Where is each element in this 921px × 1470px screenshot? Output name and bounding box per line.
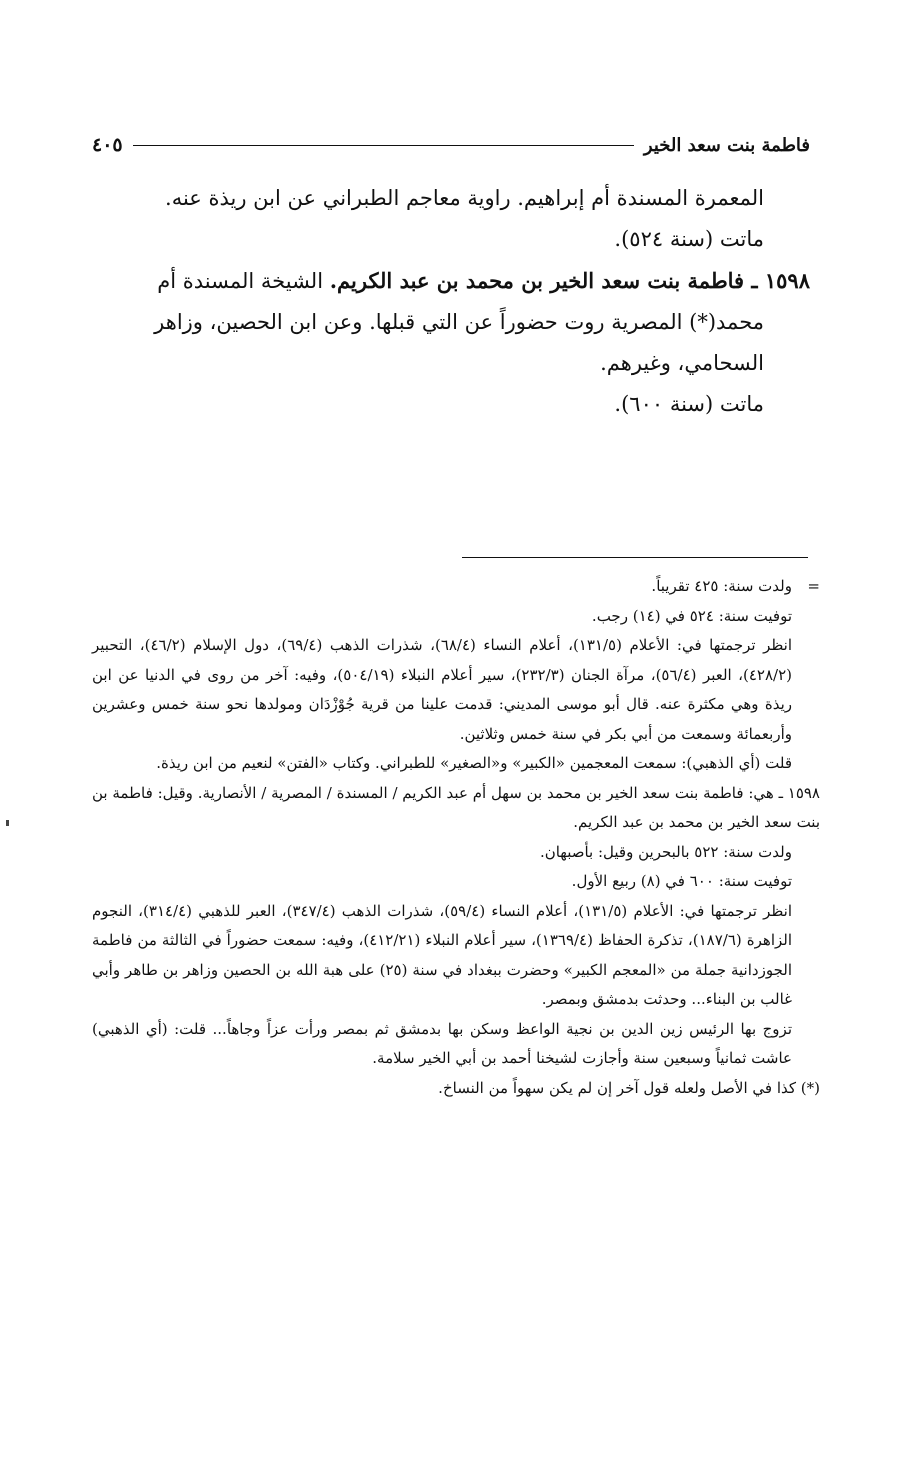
scan-speck	[6, 820, 9, 826]
note-death-1: توفيت سنة: ٥٢٤ في (١٤) رجب.	[591, 606, 792, 625]
note-birth-2: ولدت سنة: ٥٢٢ بالبحرين وقيل: بأصبهان.	[539, 842, 792, 861]
header-rule	[133, 145, 634, 146]
note-sources-2: انظر ترجمتها في: الأعلام (١٣١/٥)، أعلام النساء (٥٩/٤)، شذرات الذهب (٣٤٧/٤)، العبر للذهبي (٣١٤/٤)، النجوم الزاهرة (١٨٧/٦)، تذكرة الحفاظ (١٣٦٩/٤)، سير أعلام النبلاء (٤١٢/٢١)، وفيه: سمعت حضوراً في الثالثة من فاطمة الجوزدانية جملة من «المعجم الكبير» وحضرت ببغداد في سنة (٢٥) على هبة الله بن الحصين وزاهر بن طاهر وأبي غالب بن البناء... وحدثت بدمشق وبمصر.	[92, 901, 793, 1008]
page-header	[92, 128, 810, 162]
note-death-2: توفيت سنة: ٦٠٠ في (٨) ربيع الأول.	[571, 872, 792, 890]
main-text	[92, 178, 810, 425]
entry-1598-line1-rest: الشيخة المسندة أم	[157, 269, 330, 293]
continuation-mark: =	[807, 577, 820, 595]
note-asterisk: (*) كذا في الأصل ولعله قول آخر إن لم يكن سهواً من النساخ.	[438, 1078, 820, 1097]
note-1598-identity: ١٥٩٨ ـ هي: فاطمة بنت سعد الخير بن محمد بن سهل أم عبد الكريم / المسندة / المصرية / الأنصارية. وقيل: فاطمة بن بنت سعد الخير بن محمد بن عبد الكريم.	[92, 783, 820, 831]
entry-1598-death: ماتت (سنة ٦٠٠).	[614, 392, 764, 416]
entry-1598-line1	[92, 260, 810, 302]
note-birth-1: ولدت سنة: ٤٢٥ تقريباً.	[651, 577, 792, 595]
previous-entry-death: ماتت (سنة ٥٢٤).	[614, 227, 764, 251]
entry-1598-line3: السحامي، وغيرهم.	[600, 351, 764, 375]
note-line	[92, 572, 820, 602]
footnote-rule	[462, 557, 808, 558]
footnotes	[92, 572, 820, 1103]
page-number: ٤٠٥	[92, 134, 123, 156]
note-sources-1: انظر ترجمتها في: الأعلام (١٣١/٥)، أعلام النساء (٦٨/٤)، شذرات الذهب (٦٩/٤)، دول الإسلام (٤٦/٢)، التحبير (٤٢٨/٢)، العبر (٥٦/٤)، مرآة الجنان (٢٣٢/٣)، سير أعلام النبلاء (٥٠٤/١٩)، وفيه: آخر من روى في الدنيا عن ابن ريذة وهي مكثرة عنه. قال أبو موسى المديني: قدمت علينا من قرية جُوْزْدَان ومولدها نحو سنة خمس وعشرين وأربعمائة وسمعت من أبي بكر في سنة خمس وثلاثين.	[92, 636, 792, 743]
note-marriage: تزوج بها الرئيس زين الدين بن نجية الواعظ وسكن بها بدمشق ثم بمصر ورأت عزاً وجاهاً... قلت: (أي الذهبي) عاشت ثمانياً وسبعين سنة وأجازت لشيخنا أحمد بن أبي الخير سلامة.	[92, 1019, 792, 1067]
running-title: فاطمة بنت سعد الخير	[643, 134, 810, 156]
entry-1598-heading: ١٥٩٨ ـ فاطمة بنت سعد الخير بن محمد بن عبد الكريم.	[329, 268, 810, 293]
previous-entry-line: المعمرة المسندة أم إبراهيم. راوية معاجم الطبراني عن ابن ريذة عنه.	[165, 186, 764, 210]
note-dhahabi-1: قلت (أي الذهبي): سمعت المعجمين «الكبير» و«الصغير» للطبراني. وكتاب «الفتن» لنعيم من ابن ريذة.	[156, 754, 792, 772]
entry-1598-line2: محمد(*) المصرية روت حضوراً عن التي قبلها. وعن ابن الحصين، وزاهر	[154, 310, 764, 334]
